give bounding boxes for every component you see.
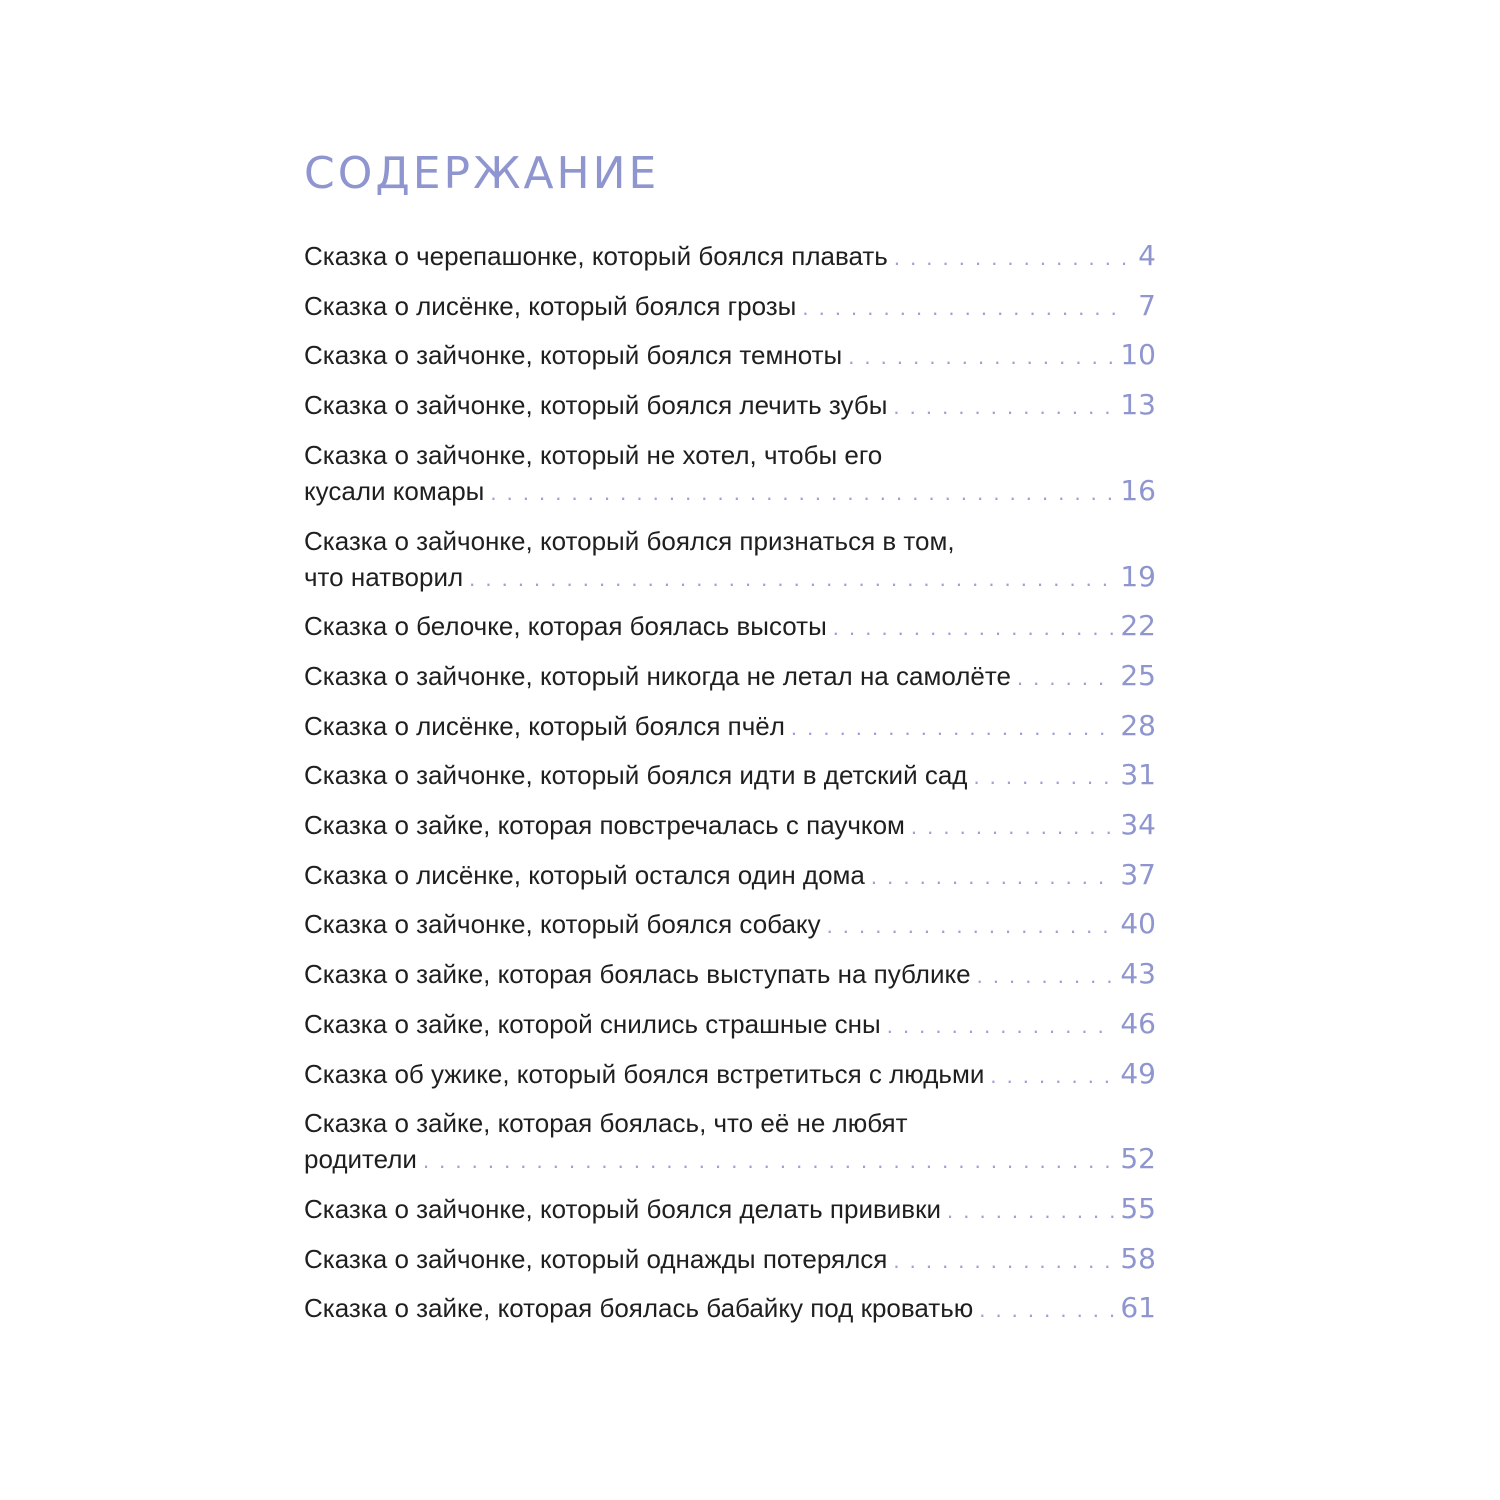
toc-entry[interactable] <box>304 807 1156 845</box>
toc-entry-title: Сказка о зайчонке, который никогда не летал на самолёте <box>304 660 1011 691</box>
toc-entry-title: Сказка о лисёнке, который боялся пчёл <box>304 710 785 741</box>
toc-entry-page-number: 34 <box>1120 808 1156 841</box>
toc-entry-page-number: 58 <box>1120 1241 1156 1275</box>
toc-entry-row <box>304 473 1156 511</box>
dot-leader <box>893 389 1114 425</box>
toc-entry-page-number: 7 <box>1138 288 1156 322</box>
toc-entry-page-number: 19 <box>1120 559 1156 593</box>
dot-leader <box>990 1058 1114 1094</box>
toc-entry[interactable] <box>304 1290 1156 1328</box>
toc-entry[interactable] <box>304 757 1156 795</box>
toc-entry-page-number: 52 <box>1120 1142 1156 1176</box>
toc-entry-page-number: 37 <box>1120 857 1156 891</box>
toc-entry-row <box>304 1141 1156 1179</box>
toc-entry[interactable] <box>304 658 1156 696</box>
toc-entry-row <box>304 1290 1156 1328</box>
toc-entry-row <box>304 1241 1156 1279</box>
dot-leader <box>947 1193 1114 1229</box>
toc-entry[interactable] <box>304 437 1156 511</box>
toc-entry[interactable] <box>304 857 1156 895</box>
dot-leader <box>1017 660 1114 696</box>
toc-entry-row <box>304 1056 1156 1094</box>
toc-entry-page-number: 40 <box>1120 907 1156 941</box>
toc-entry-title-line: Сказка о зайчонке, который не хотел, чтобы его <box>304 439 883 470</box>
toc-entry[interactable] <box>304 1241 1156 1279</box>
toc-entry-row <box>304 288 1156 326</box>
dot-leader <box>911 809 1114 845</box>
toc-entry[interactable] <box>304 608 1156 646</box>
dot-leader <box>973 759 1114 795</box>
toc-entry-row <box>304 1191 1156 1229</box>
page-title: СОДЕРЖАНИЕ <box>304 148 660 199</box>
toc-entry[interactable] <box>304 523 1156 597</box>
toc-entry-page-number: 13 <box>1120 388 1156 422</box>
toc-entry-row <box>304 906 1156 944</box>
dot-leader <box>469 561 1114 597</box>
dot-leader <box>490 475 1114 511</box>
toc-entry-title: Сказка о зайчонке, который боялся лечить зубы <box>304 390 888 421</box>
toc-entry-title: что натворил <box>304 561 464 592</box>
toc-entry-title: Сказка о черепашонке, который боялся плавать <box>304 241 888 271</box>
toc-entry[interactable] <box>304 238 1156 276</box>
dot-leader <box>887 1008 1115 1044</box>
toc-entry-title: Сказка об ужике, который боялся встретиться с людьми <box>304 1058 985 1089</box>
toc-entry-title: Сказка о зайчонке, который однажды потерялся <box>304 1243 888 1274</box>
toc-entry-title: Сказка о зайке, которая боялась выступать на публике <box>304 959 971 990</box>
toc-entry-title: Сказка о зайчонке, который боялся идти в детский сад <box>304 760 968 791</box>
toc-entry-row <box>304 956 1156 994</box>
toc-entry-row <box>304 559 1156 597</box>
toc-entry-row <box>304 387 1156 425</box>
dot-leader <box>979 1292 1114 1328</box>
dot-leader <box>848 339 1114 375</box>
toc-entry-title: Сказка о зайчонке, который боялся собаку <box>304 909 821 940</box>
toc-entry-title: Сказка о лисёнке, который боялся грозы <box>304 290 797 321</box>
toc-entry[interactable] <box>304 387 1156 425</box>
toc-entry-page-number: 46 <box>1120 1006 1156 1040</box>
toc-entry-page-number: 61 <box>1120 1291 1156 1325</box>
toc-entry-title: Сказка о зайчонке, который боялся темноты <box>304 340 843 371</box>
dot-leader <box>871 859 1114 895</box>
toc-entry-title: кусали комары <box>304 475 485 506</box>
toc-entry[interactable] <box>304 1056 1156 1094</box>
toc-entry[interactable] <box>304 1105 1156 1179</box>
toc-entry-page-number: 28 <box>1120 708 1156 742</box>
toc-entry-title: Сказка о зайке, которая боялась бабайку под кроватью <box>304 1293 974 1324</box>
toc-entry-page-number: 10 <box>1120 338 1156 372</box>
toc-entry-title-line: Сказка о зайчонке, который боялся признаться в том, <box>304 525 955 556</box>
toc-entry-row <box>304 608 1156 646</box>
dot-leader <box>791 710 1114 746</box>
toc-entry-page-number: 22 <box>1120 609 1156 643</box>
dot-leader <box>977 958 1115 994</box>
toc-entry-title: Сказка о зайчонке, который боялся делать прививки <box>304 1193 942 1224</box>
dot-leader <box>802 290 1126 326</box>
toc-entry[interactable] <box>304 1006 1156 1044</box>
toc-entry-page-number: 49 <box>1120 1056 1156 1090</box>
toc-entry[interactable] <box>304 288 1156 326</box>
toc-entry-page-number: 16 <box>1120 473 1156 507</box>
dot-leader <box>833 610 1115 646</box>
toc-entry-row <box>304 1006 1156 1044</box>
toc-entry[interactable] <box>304 956 1156 994</box>
toc-entry[interactable] <box>304 708 1156 746</box>
toc-entry-title: Сказка о зайке, которая повстречалась с паучком <box>304 810 905 840</box>
toc-entry-page-number: 43 <box>1120 957 1156 991</box>
toc-entry-row <box>304 857 1156 895</box>
toc-entry-title: Сказка о лисёнке, который остался один дома <box>304 859 865 890</box>
toc-entry-page-number: 4 <box>1138 239 1156 272</box>
dot-leader <box>893 1243 1114 1279</box>
toc-entry-title: родители <box>304 1144 417 1175</box>
dot-leader <box>894 240 1126 276</box>
toc-entry-row <box>304 238 1156 276</box>
toc-entry[interactable] <box>304 337 1156 375</box>
toc-entry-row <box>304 337 1156 375</box>
toc-entry-title: Сказка о зайке, которой снились страшные сны <box>304 1008 881 1039</box>
dot-leader <box>423 1143 1114 1179</box>
toc-entry-row <box>304 708 1156 746</box>
toc-entry-page-number: 25 <box>1120 658 1156 692</box>
toc-entry-title-line: Сказка о зайке, которая боялась, что её не любят <box>304 1108 908 1139</box>
toc-entry[interactable] <box>304 1191 1156 1229</box>
toc-entry-page-number: 31 <box>1120 758 1156 792</box>
toc-entry-row <box>304 807 1156 845</box>
toc-entry-row <box>304 757 1156 795</box>
toc-entry[interactable] <box>304 906 1156 944</box>
toc-entry-row <box>304 658 1156 696</box>
toc-entry-page-number: 55 <box>1120 1191 1156 1225</box>
dot-leader <box>827 908 1115 944</box>
toc-entry-title: Сказка о белочке, которая боялась высоты <box>304 611 827 642</box>
